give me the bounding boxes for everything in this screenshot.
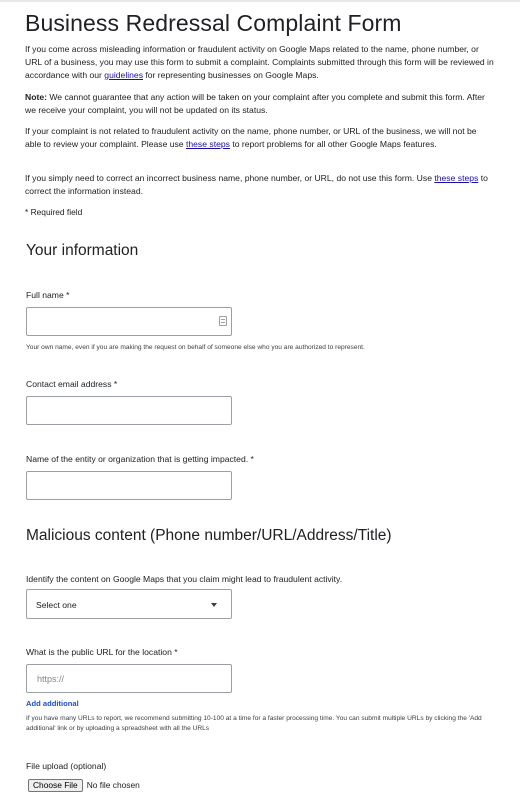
intro-text: If you come across misleading information or fraudulent activity on Google Maps related to the name, phone number, or URL of a business, you may use this form to submit a complaint. Complaints submitted through this form will be reviewed in accordance with our: [25, 44, 494, 80]
email-label: Contact email address *: [26, 379, 118, 389]
choose-file-button[interactable]: Choose File: [28, 779, 83, 792]
not-related-paragraph: [25, 125, 495, 151]
add-additional-link[interactable]: Add additional: [26, 699, 79, 708]
full-name-label: Full name *: [26, 290, 70, 300]
full-name-field: [26, 307, 232, 336]
public-url-label: What is the public URL for the location *: [26, 647, 178, 657]
intro-paragraph: [25, 43, 495, 82]
file-status: No file chosen: [86, 780, 140, 790]
identify-content-label: Identify the content on Google Maps that you claim might lead to fraudulent activity.: [26, 574, 343, 584]
note-text: We cannot guarantee that any action will be taken on your complaint after you complete and submit this form. After we receive your complaint, you will not be updated on its status.: [25, 92, 485, 115]
correct-paragraph: [25, 172, 495, 198]
intro-text-end: for representing businesses on Google Maps.: [143, 70, 319, 80]
file-upload-label: File upload (optional): [26, 761, 107, 771]
your-information-heading: Your information: [26, 242, 139, 259]
not-related-text: If your complaint is not related to fraudulent activity on the name, phone number, or URL of the business, we will not be able to review your complaint. Please use: [25, 126, 477, 149]
required-field-note: * Required field: [25, 207, 83, 217]
public-url-field: [26, 664, 232, 693]
note-paragraph: [25, 91, 495, 117]
malicious-content-heading: Malicious content (Phone number/URL/Address/Title): [26, 527, 392, 544]
select-value: Select one: [36, 600, 77, 610]
public-url-help: If you have many URLs to report, we recommend submitting 10-100 at a time for a faster processing time. You can submit multiple URLs by clicking the 'Add additional' link or by uploading a spreadsheet with all the URLs: [26, 715, 482, 732]
these-steps-link-correct[interactable]: these steps: [434, 173, 479, 183]
content-type-select[interactable]: [26, 589, 232, 619]
correct-text: If you simply need to correct an incorrect business name, phone number, or URL, do not use this form. Use: [25, 173, 435, 183]
full-name-help: Your own name, even if you are making the request on behalf of someone else who you are authorized to represent.: [26, 344, 365, 351]
note-label: Note:: [25, 92, 47, 102]
entity-input[interactable]: [27, 472, 207, 499]
caret-down-icon: [211, 603, 217, 607]
email-field: [26, 396, 232, 425]
top-divider: [0, 0, 520, 2]
file-upload-row: [28, 779, 140, 792]
these-steps-link-report[interactable]: these steps: [185, 139, 230, 149]
page-title: Business Redressal Complaint Form: [25, 10, 402, 36]
guidelines-link[interactable]: guidelines: [104, 70, 143, 80]
entity-field: [26, 471, 232, 500]
public-url-input[interactable]: [27, 665, 207, 692]
not-related-text-end: to report problems for all other Google Maps features.: [229, 139, 437, 149]
correct-text-end: to correct the information instead.: [25, 173, 488, 196]
email-input[interactable]: [27, 397, 207, 424]
entity-label: Name of the entity or organization that is getting impacted. *: [26, 454, 254, 464]
contact-card-icon[interactable]: [219, 316, 227, 326]
full-name-input[interactable]: [27, 308, 207, 335]
